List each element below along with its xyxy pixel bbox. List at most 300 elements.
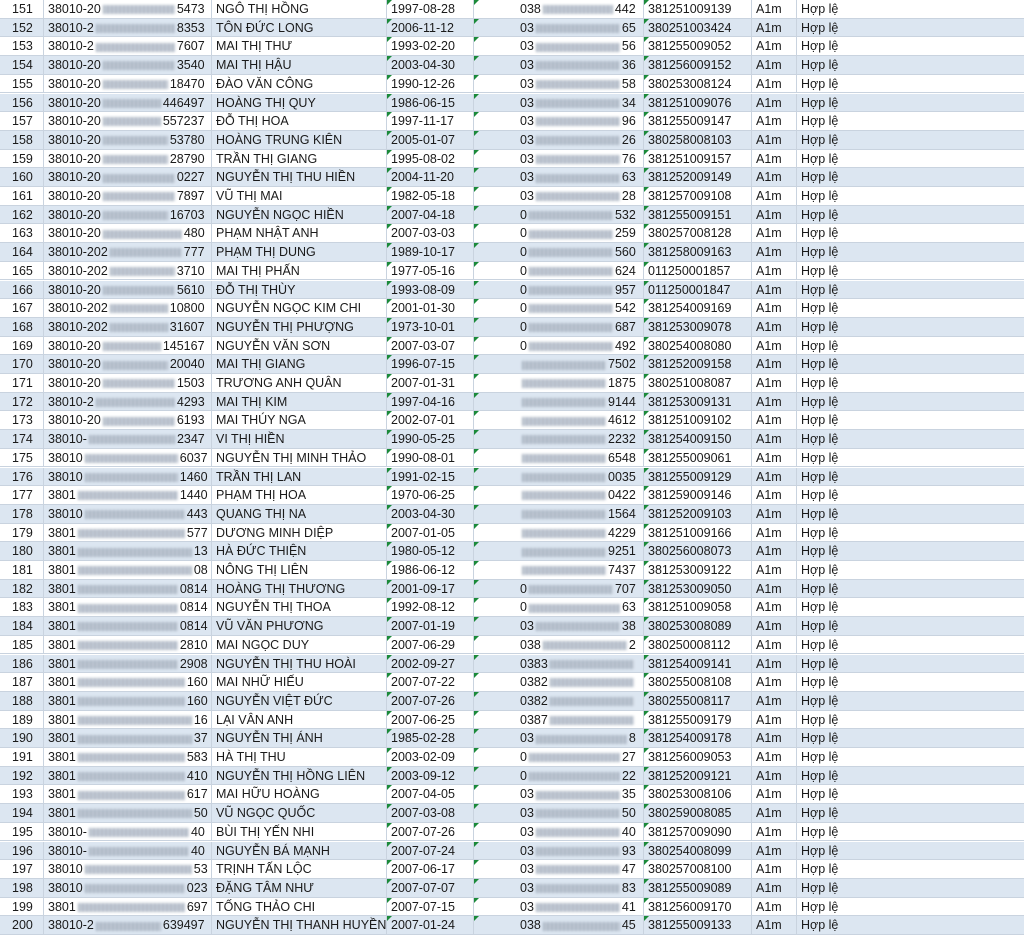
table-row[interactable] <box>0 243 1024 262</box>
cell-license[interactable] <box>644 767 752 785</box>
cell-name[interactable] <box>212 94 387 112</box>
cell-class[interactable] <box>752 842 797 860</box>
cell-phone[interactable] <box>474 916 644 934</box>
table-row[interactable] <box>0 580 1024 599</box>
cell-license[interactable] <box>644 673 752 691</box>
cell-dob[interactable] <box>387 468 474 486</box>
cell-name[interactable] <box>212 636 387 654</box>
cell-license[interactable] <box>644 224 752 242</box>
cell-stt[interactable] <box>0 842 44 860</box>
cell-name[interactable] <box>212 823 387 841</box>
cell-dob[interactable] <box>387 411 474 429</box>
cell-status[interactable] <box>797 168 1024 186</box>
cell-name[interactable] <box>212 524 387 542</box>
table-row[interactable] <box>0 468 1024 487</box>
cell-dob[interactable] <box>387 598 474 616</box>
cell-license[interactable] <box>644 785 752 803</box>
table-row[interactable] <box>0 224 1024 243</box>
cell-code[interactable] <box>44 729 212 747</box>
cell-dob[interactable] <box>387 0 474 18</box>
cell-class[interactable] <box>752 75 797 93</box>
cell-dob[interactable] <box>387 542 474 560</box>
cell-dob[interactable] <box>387 505 474 523</box>
cell-status[interactable] <box>797 337 1024 355</box>
cell-dob[interactable] <box>387 486 474 504</box>
cell-phone[interactable] <box>474 542 644 560</box>
cell-class[interactable] <box>752 299 797 317</box>
cell-code[interactable] <box>44 299 212 317</box>
cell-stt[interactable] <box>0 94 44 112</box>
cell-name[interactable] <box>212 243 387 261</box>
cell-dob[interactable] <box>387 860 474 878</box>
cell-dob[interactable] <box>387 94 474 112</box>
cell-phone[interactable] <box>474 19 644 37</box>
cell-class[interactable] <box>752 224 797 242</box>
cell-phone[interactable] <box>474 729 644 747</box>
cell-phone[interactable] <box>474 318 644 336</box>
cell-phone[interactable] <box>474 692 644 710</box>
table-row[interactable] <box>0 299 1024 318</box>
table-row[interactable] <box>0 411 1024 430</box>
cell-license[interactable] <box>644 281 752 299</box>
cell-license[interactable] <box>644 842 752 860</box>
cell-stt[interactable] <box>0 598 44 616</box>
cell-name[interactable] <box>212 542 387 560</box>
cell-name[interactable] <box>212 56 387 74</box>
cell-class[interactable] <box>752 617 797 635</box>
cell-code[interactable] <box>44 355 212 373</box>
table-row[interactable] <box>0 655 1024 674</box>
cell-license[interactable] <box>644 711 752 729</box>
cell-license[interactable] <box>644 692 752 710</box>
cell-class[interactable] <box>752 598 797 616</box>
cell-code[interactable] <box>44 748 212 766</box>
cell-license[interactable] <box>644 598 752 616</box>
cell-phone[interactable] <box>474 374 644 392</box>
cell-dob[interactable] <box>387 636 474 654</box>
cell-license[interactable] <box>644 299 752 317</box>
cell-class[interactable] <box>752 486 797 504</box>
cell-phone[interactable] <box>474 617 644 635</box>
cell-license[interactable] <box>644 37 752 55</box>
table-row[interactable] <box>0 505 1024 524</box>
cell-dob[interactable] <box>387 785 474 803</box>
cell-phone[interactable] <box>474 187 644 205</box>
cell-phone[interactable] <box>474 94 644 112</box>
cell-status[interactable] <box>797 0 1024 18</box>
cell-name[interactable] <box>212 112 387 130</box>
cell-stt[interactable] <box>0 636 44 654</box>
cell-status[interactable] <box>797 842 1024 860</box>
cell-status[interactable] <box>797 430 1024 448</box>
cell-code[interactable] <box>44 542 212 560</box>
cell-status[interactable] <box>797 655 1024 673</box>
cell-status[interactable] <box>797 748 1024 766</box>
cell-phone[interactable] <box>474 748 644 766</box>
cell-dob[interactable] <box>387 393 474 411</box>
cell-dob[interactable] <box>387 75 474 93</box>
cell-class[interactable] <box>752 430 797 448</box>
cell-stt[interactable] <box>0 617 44 635</box>
table-row[interactable] <box>0 748 1024 767</box>
cell-status[interactable] <box>797 692 1024 710</box>
cell-stt[interactable] <box>0 655 44 673</box>
cell-status[interactable] <box>797 224 1024 242</box>
cell-license[interactable] <box>644 561 752 579</box>
cell-status[interactable] <box>797 767 1024 785</box>
cell-name[interactable] <box>212 748 387 766</box>
cell-class[interactable] <box>752 318 797 336</box>
cell-license[interactable] <box>644 636 752 654</box>
cell-license[interactable] <box>644 94 752 112</box>
cell-class[interactable] <box>752 898 797 916</box>
cell-status[interactable] <box>797 19 1024 37</box>
cell-phone[interactable] <box>474 468 644 486</box>
cell-class[interactable] <box>752 393 797 411</box>
cell-code[interactable] <box>44 580 212 598</box>
table-row[interactable] <box>0 561 1024 580</box>
cell-class[interactable] <box>752 262 797 280</box>
cell-phone[interactable] <box>474 561 644 579</box>
cell-code[interactable] <box>44 393 212 411</box>
cell-phone[interactable] <box>474 711 644 729</box>
cell-stt[interactable] <box>0 524 44 542</box>
cell-code[interactable] <box>44 262 212 280</box>
table-row[interactable] <box>0 393 1024 412</box>
cell-status[interactable] <box>797 449 1024 467</box>
cell-dob[interactable] <box>387 898 474 916</box>
cell-class[interactable] <box>752 187 797 205</box>
cell-stt[interactable] <box>0 75 44 93</box>
cell-dob[interactable] <box>387 879 474 897</box>
cell-status[interactable] <box>797 393 1024 411</box>
table-row[interactable] <box>0 168 1024 187</box>
cell-stt[interactable] <box>0 580 44 598</box>
cell-dob[interactable] <box>387 580 474 598</box>
cell-name[interactable] <box>212 131 387 149</box>
cell-class[interactable] <box>752 281 797 299</box>
cell-status[interactable] <box>797 580 1024 598</box>
cell-phone[interactable] <box>474 842 644 860</box>
cell-stt[interactable] <box>0 411 44 429</box>
cell-status[interactable] <box>797 823 1024 841</box>
cell-status[interactable] <box>797 711 1024 729</box>
table-row[interactable] <box>0 785 1024 804</box>
cell-phone[interactable] <box>474 804 644 822</box>
cell-status[interactable] <box>797 411 1024 429</box>
cell-code[interactable] <box>44 281 212 299</box>
cell-license[interactable] <box>644 486 752 504</box>
cell-class[interactable] <box>752 636 797 654</box>
cell-stt[interactable] <box>0 150 44 168</box>
cell-phone[interactable] <box>474 580 644 598</box>
cell-dob[interactable] <box>387 56 474 74</box>
cell-stt[interactable] <box>0 243 44 261</box>
cell-phone[interactable] <box>474 524 644 542</box>
cell-stt[interactable] <box>0 898 44 916</box>
cell-phone[interactable] <box>474 75 644 93</box>
cell-status[interactable] <box>797 804 1024 822</box>
table-row[interactable] <box>0 449 1024 468</box>
table-row[interactable] <box>0 673 1024 692</box>
cell-name[interactable] <box>212 580 387 598</box>
cell-dob[interactable] <box>387 561 474 579</box>
cell-phone[interactable] <box>474 823 644 841</box>
cell-status[interactable] <box>797 281 1024 299</box>
cell-license[interactable] <box>644 393 752 411</box>
cell-name[interactable] <box>212 0 387 18</box>
cell-name[interactable] <box>212 75 387 93</box>
table-row[interactable] <box>0 430 1024 449</box>
cell-license[interactable] <box>644 56 752 74</box>
cell-code[interactable] <box>44 206 212 224</box>
table-row[interactable] <box>0 617 1024 636</box>
cell-class[interactable] <box>752 131 797 149</box>
cell-dob[interactable] <box>387 187 474 205</box>
cell-status[interactable] <box>797 860 1024 878</box>
cell-phone[interactable] <box>474 505 644 523</box>
cell-stt[interactable] <box>0 393 44 411</box>
cell-phone[interactable] <box>474 131 644 149</box>
cell-stt[interactable] <box>0 430 44 448</box>
cell-class[interactable] <box>752 56 797 74</box>
cell-class[interactable] <box>752 561 797 579</box>
cell-code[interactable] <box>44 187 212 205</box>
cell-status[interactable] <box>797 262 1024 280</box>
cell-dob[interactable] <box>387 224 474 242</box>
cell-license[interactable] <box>644 262 752 280</box>
cell-license[interactable] <box>644 318 752 336</box>
cell-name[interactable] <box>212 281 387 299</box>
table-row[interactable] <box>0 636 1024 655</box>
cell-name[interactable] <box>212 37 387 55</box>
cell-dob[interactable] <box>387 692 474 710</box>
table-row[interactable] <box>0 486 1024 505</box>
cell-phone[interactable] <box>474 299 644 317</box>
cell-stt[interactable] <box>0 505 44 523</box>
table-row[interactable] <box>0 692 1024 711</box>
cell-code[interactable] <box>44 898 212 916</box>
table-row[interactable] <box>0 318 1024 337</box>
cell-dob[interactable] <box>387 131 474 149</box>
cell-license[interactable] <box>644 112 752 130</box>
cell-stt[interactable] <box>0 206 44 224</box>
cell-class[interactable] <box>752 505 797 523</box>
cell-code[interactable] <box>44 655 212 673</box>
cell-dob[interactable] <box>387 767 474 785</box>
cell-code[interactable] <box>44 411 212 429</box>
cell-license[interactable] <box>644 131 752 149</box>
cell-class[interactable] <box>752 411 797 429</box>
cell-stt[interactable] <box>0 337 44 355</box>
cell-status[interactable] <box>797 75 1024 93</box>
cell-code[interactable] <box>44 430 212 448</box>
cell-license[interactable] <box>644 449 752 467</box>
cell-code[interactable] <box>44 131 212 149</box>
cell-name[interactable] <box>212 206 387 224</box>
cell-dob[interactable] <box>387 337 474 355</box>
cell-name[interactable] <box>212 486 387 504</box>
cell-stt[interactable] <box>0 56 44 74</box>
cell-dob[interactable] <box>387 150 474 168</box>
cell-license[interactable] <box>644 655 752 673</box>
cell-status[interactable] <box>797 187 1024 205</box>
cell-stt[interactable] <box>0 131 44 149</box>
cell-name[interactable] <box>212 767 387 785</box>
cell-class[interactable] <box>752 374 797 392</box>
cell-phone[interactable] <box>474 598 644 616</box>
cell-code[interactable] <box>44 94 212 112</box>
cell-phone[interactable] <box>474 673 644 691</box>
cell-license[interactable] <box>644 524 752 542</box>
table-row[interactable] <box>0 281 1024 300</box>
cell-status[interactable] <box>797 729 1024 747</box>
cell-phone[interactable] <box>474 411 644 429</box>
cell-name[interactable] <box>212 449 387 467</box>
cell-dob[interactable] <box>387 823 474 841</box>
cell-name[interactable] <box>212 842 387 860</box>
cell-code[interactable] <box>44 486 212 504</box>
cell-status[interactable] <box>797 785 1024 803</box>
cell-dob[interactable] <box>387 524 474 542</box>
cell-phone[interactable] <box>474 430 644 448</box>
cell-status[interactable] <box>797 916 1024 934</box>
cell-name[interactable] <box>212 860 387 878</box>
cell-status[interactable] <box>797 243 1024 261</box>
cell-class[interactable] <box>752 524 797 542</box>
cell-code[interactable] <box>44 337 212 355</box>
cell-dob[interactable] <box>387 19 474 37</box>
cell-stt[interactable] <box>0 711 44 729</box>
cell-status[interactable] <box>797 561 1024 579</box>
cell-class[interactable] <box>752 94 797 112</box>
table-row[interactable] <box>0 767 1024 786</box>
cell-class[interactable] <box>752 0 797 18</box>
cell-stt[interactable] <box>0 823 44 841</box>
cell-license[interactable] <box>644 19 752 37</box>
cell-license[interactable] <box>644 206 752 224</box>
cell-dob[interactable] <box>387 617 474 635</box>
cell-name[interactable] <box>212 916 387 934</box>
cell-stt[interactable] <box>0 112 44 130</box>
cell-name[interactable] <box>212 262 387 280</box>
cell-stt[interactable] <box>0 804 44 822</box>
cell-code[interactable] <box>44 505 212 523</box>
cell-phone[interactable] <box>474 262 644 280</box>
cell-license[interactable] <box>644 355 752 373</box>
cell-name[interactable] <box>212 598 387 616</box>
cell-license[interactable] <box>644 168 752 186</box>
cell-name[interactable] <box>212 150 387 168</box>
cell-dob[interactable] <box>387 804 474 822</box>
cell-license[interactable] <box>644 187 752 205</box>
table-row[interactable] <box>0 729 1024 748</box>
cell-dob[interactable] <box>387 916 474 934</box>
cell-stt[interactable] <box>0 860 44 878</box>
cell-stt[interactable] <box>0 879 44 897</box>
cell-license[interactable] <box>644 337 752 355</box>
cell-name[interactable] <box>212 168 387 186</box>
cell-name[interactable] <box>212 19 387 37</box>
cell-code[interactable] <box>44 19 212 37</box>
cell-name[interactable] <box>212 898 387 916</box>
cell-stt[interactable] <box>0 37 44 55</box>
cell-class[interactable] <box>752 19 797 37</box>
cell-class[interactable] <box>752 692 797 710</box>
table-row[interactable] <box>0 711 1024 730</box>
cell-code[interactable] <box>44 617 212 635</box>
table-row[interactable] <box>0 206 1024 225</box>
cell-phone[interactable] <box>474 112 644 130</box>
cell-license[interactable] <box>644 374 752 392</box>
cell-phone[interactable] <box>474 879 644 897</box>
cell-phone[interactable] <box>474 224 644 242</box>
cell-stt[interactable] <box>0 168 44 186</box>
cell-stt[interactable] <box>0 281 44 299</box>
cell-stt[interactable] <box>0 187 44 205</box>
table-row[interactable] <box>0 112 1024 131</box>
cell-dob[interactable] <box>387 206 474 224</box>
cell-phone[interactable] <box>474 150 644 168</box>
cell-name[interactable] <box>212 411 387 429</box>
cell-phone[interactable] <box>474 636 644 654</box>
cell-name[interactable] <box>212 879 387 897</box>
cell-class[interactable] <box>752 355 797 373</box>
cell-code[interactable] <box>44 524 212 542</box>
cell-name[interactable] <box>212 374 387 392</box>
table-row[interactable] <box>0 56 1024 75</box>
cell-class[interactable] <box>752 823 797 841</box>
cell-name[interactable] <box>212 318 387 336</box>
cell-name[interactable] <box>212 468 387 486</box>
cell-code[interactable] <box>44 150 212 168</box>
cell-class[interactable] <box>752 655 797 673</box>
cell-code[interactable] <box>44 112 212 130</box>
table-row[interactable] <box>0 374 1024 393</box>
cell-class[interactable] <box>752 916 797 934</box>
cell-dob[interactable] <box>387 748 474 766</box>
cell-name[interactable] <box>212 187 387 205</box>
cell-class[interactable] <box>752 37 797 55</box>
cell-stt[interactable] <box>0 767 44 785</box>
cell-dob[interactable] <box>387 37 474 55</box>
cell-name[interactable] <box>212 561 387 579</box>
cell-license[interactable] <box>644 580 752 598</box>
cell-status[interactable] <box>797 112 1024 130</box>
table-row[interactable] <box>0 598 1024 617</box>
table-row[interactable] <box>0 879 1024 898</box>
cell-name[interactable] <box>212 617 387 635</box>
cell-license[interactable] <box>644 150 752 168</box>
cell-name[interactable] <box>212 430 387 448</box>
cell-phone[interactable] <box>474 281 644 299</box>
cell-license[interactable] <box>644 542 752 560</box>
cell-status[interactable] <box>797 898 1024 916</box>
table-row[interactable] <box>0 916 1024 935</box>
cell-code[interactable] <box>44 842 212 860</box>
cell-license[interactable] <box>644 748 752 766</box>
cell-name[interactable] <box>212 673 387 691</box>
cell-stt[interactable] <box>0 299 44 317</box>
cell-name[interactable] <box>212 393 387 411</box>
table-row[interactable] <box>0 524 1024 543</box>
cell-dob[interactable] <box>387 729 474 747</box>
cell-license[interactable] <box>644 916 752 934</box>
table-row[interactable] <box>0 262 1024 281</box>
cell-code[interactable] <box>44 243 212 261</box>
cell-license[interactable] <box>644 0 752 18</box>
cell-code[interactable] <box>44 598 212 616</box>
